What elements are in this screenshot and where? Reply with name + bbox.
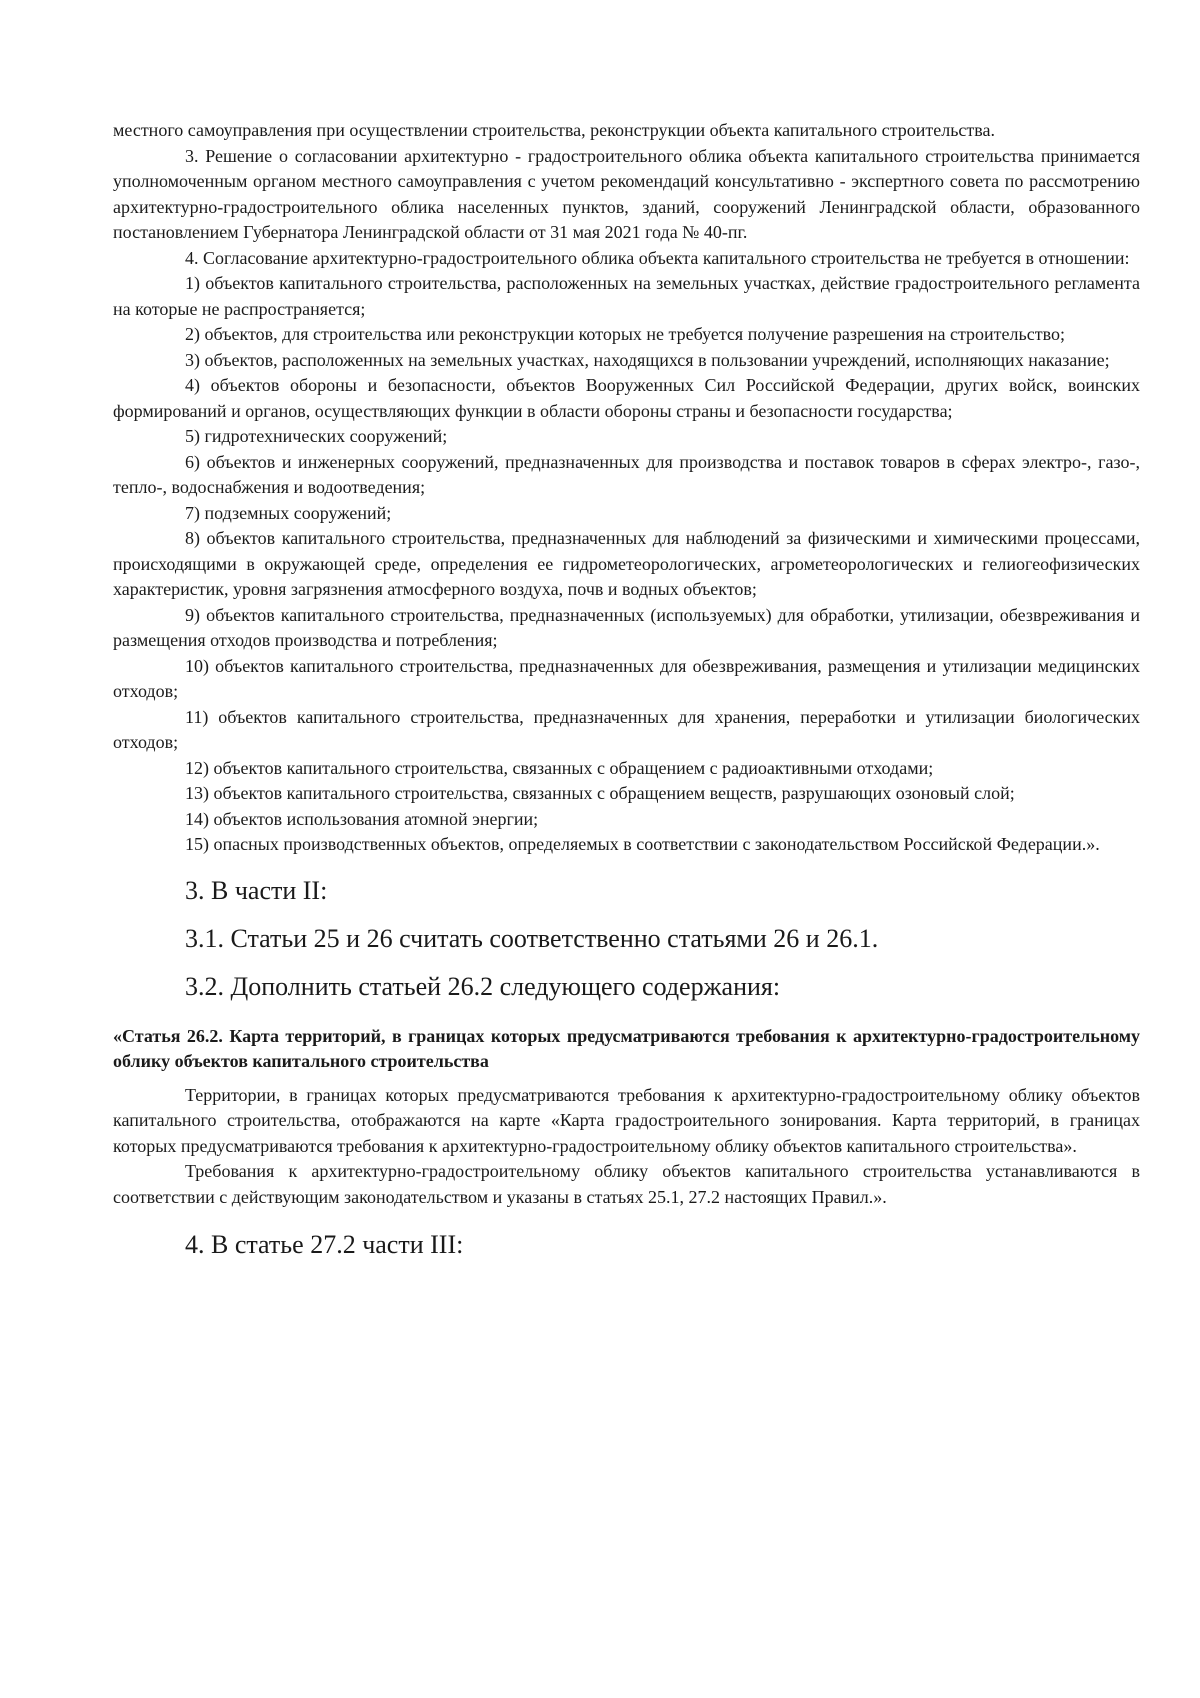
list-item: 7) подземных сооружений;: [185, 502, 392, 523]
article-paragraph: Территории, в границах которых предусматриваются требования к архитектурно-градостроительному облику объектов капитального строительства, отображаются на карте «Карта градостроительного зонирования. Карта территорий, в границах которых предусматриваются требования к архитектурно-градостроительному облику объектов капитального строительства».: [113, 1084, 1140, 1156]
list-item: 14) объектов использования атомной энергии;: [185, 808, 539, 829]
document-page: [113, 118, 1140, 1262]
section-heading-4: 4. В статье 27.2 части III:: [185, 1230, 464, 1259]
item-4-paragraph: 4. Согласование архитектурно-градостроительного облика объекта капитального строительства не требуется в отношении:: [185, 247, 1130, 268]
section-heading-3-2: 3.2. Дополнить статьей 26.2 следующего содержания:: [185, 971, 781, 1001]
section-heading-3-1: 3.1. Статьи 25 и 26 считать соответственно статьями 26 и 26.1.: [185, 923, 879, 953]
section-heading-3: 3. В части II:: [185, 875, 328, 905]
list-item: 5) гидротехнических сооружений;: [185, 426, 448, 446]
intro-paragraph: местного самоуправления при осуществлении строительства, реконструкции объекта капитального строительства.: [113, 120, 996, 140]
list-item: 4) объектов обороны и безопасности, объектов Вооруженных Сил Российской Федерации, других войск, воинских формирований и органов, осуществляющих функции в области обороны страны и безопасности государства;: [113, 375, 1140, 421]
list-item: 2) объектов, для строительства или реконструкции которых не требуется получение разрешения на строительство;: [185, 324, 1065, 344]
list-item: 3) объектов, расположенных на земельных участках, находящихся в пользовании учреждений, исполняющих наказание;: [185, 349, 1110, 370]
list-item: 15) опасных производственных объектов, определяемых в соответствии с законодательством Российской Федерации.».: [185, 834, 1100, 854]
list-item: 1) объектов капитального строительства, расположенных на земельных участках, действие градостроительного регламента на которые не распространяется;: [113, 273, 1140, 319]
list-item: 9) объектов капитального строительства, предназначенных (используемых) для обработки, утилизации, обезвреживания и размещения отходов производства и потребления;: [113, 604, 1140, 650]
list-item: 10) объектов капитального строительства, предназначенных для обезвреживания, размещения и утилизации медицинских отходов;: [113, 655, 1140, 701]
list-item: 13) объектов капитального строительства, связанных с обращением веществ, разрушающих озоновый слой;: [185, 783, 1015, 803]
article-paragraph: Требования к архитектурно-градостроительному облику объектов капитального строительства устанавливаются в соответствии с действующим законодательством и указаны в статьях 25.1, 27.2 настоящих Правил.».: [113, 1161, 1140, 1207]
list-item: 6) объектов и инженерных сооружений, предназначенных для производства и поставок товаров в сферах электро-, газо-, тепло-, водоснабжения и водоотведения;: [113, 451, 1140, 497]
list-item: 12) объектов капитального строительства, связанных с обращением с радиоактивными отходами;: [185, 757, 934, 778]
item-3-paragraph: 3. Решение о согласовании архитектурно - градостроительного облика объекта капитального строительства принимается уполномоченным органом местного самоуправления с учетом рекомендаций консультативно - экспертного совета по рассмотрению архитектурно-градостроительного облика населенных пунктов, зданий, сооружений Ленинградской области, образованного постановлением Губернатора Ленинградской области от 31 мая 2021 года № 40-пг.: [113, 145, 1140, 242]
article-title: «Статья 26.2. Карта территорий, в границах которых предусматриваются требования к архитектурно-градостроительному облику объектов капитального строительства: [113, 1025, 1140, 1071]
exemption-list: [113, 271, 1140, 858]
list-item: 8) объектов капитального строительства, предназначенных для наблюдений за физическими и химическими процессами, происходящими в окружающей среде, определения ее гидрометеорологических, агрометеорологических и гелиогеофизических характеристик, уровня загрязнения атмосферного воздуха, почв и водных объектов;: [113, 528, 1140, 599]
list-item: 11) объектов капитального строительства, предназначенных для хранения, переработки и утилизации биологических отходов;: [113, 706, 1140, 752]
